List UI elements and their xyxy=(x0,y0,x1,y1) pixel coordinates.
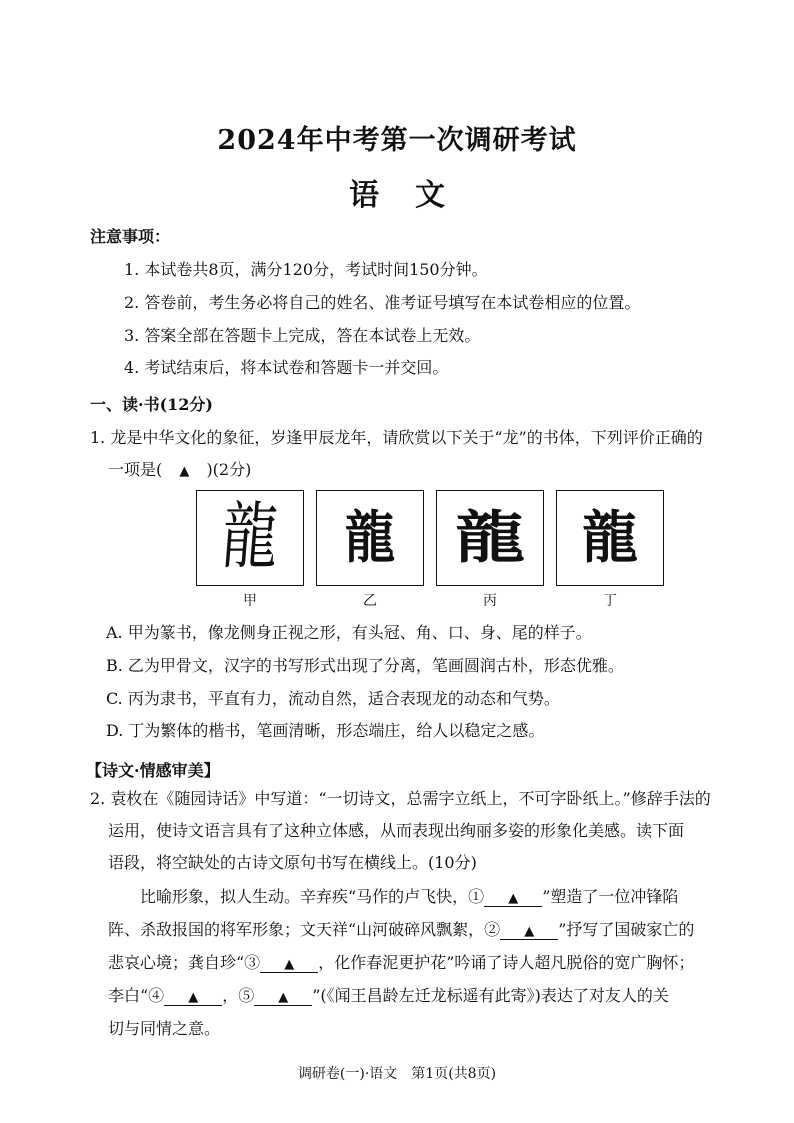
question-2-stem-line2: 运用，使诗文语言具有了这种立体感，从而表现出绚丽多姿的形象化美感。读下面 xyxy=(108,821,685,840)
passage-line xyxy=(108,917,694,940)
notice-heading: 注意事项： xyxy=(90,227,171,246)
passage-text: ，⑤ xyxy=(222,986,255,1005)
fill-blank-2 xyxy=(500,920,558,940)
passage-line xyxy=(108,1016,220,1039)
passage-text: 切与同情之意。 xyxy=(108,1019,221,1038)
fill-blank-1 xyxy=(484,887,542,907)
glyph-label-ding: 丁 xyxy=(603,593,617,609)
passage-text: ”抒写了国破家亡的 xyxy=(558,920,695,939)
passage-text: ”塑造了一位冲锋陷 xyxy=(542,887,679,906)
option-d: D. 丁为繁体的楷书，笔画清晰，形态端庄，给人以稳定之感。 xyxy=(106,721,545,740)
passage-line xyxy=(108,983,669,1006)
question-1-answer-line xyxy=(108,457,251,480)
fill-blank-3 xyxy=(260,953,318,973)
glyph-box-ding xyxy=(556,490,664,586)
fill-blank-5 xyxy=(254,986,312,1006)
passage-text: ，化作春泥更护花”吟诵了诗人超凡脱俗的宽广胸怀； xyxy=(318,953,695,972)
section-heading-poetry: 【诗文·情感审美】 xyxy=(86,761,220,780)
blank-marker: ▲ xyxy=(524,924,535,939)
passage-line xyxy=(108,950,694,973)
option-b: B. 乙为甲骨文，汉字的书写形式出现了分离，笔画圆润古朴，形态优雅。 xyxy=(106,656,624,675)
glyph-label-bing: 丙 xyxy=(483,593,497,609)
section-heading-reading: 一、读·书(12分) xyxy=(90,395,213,414)
dragon-glyph-regular: 龍 xyxy=(582,505,638,571)
passage-line xyxy=(140,884,678,907)
blank-marker: ▲ xyxy=(284,957,295,972)
dragon-glyph-oracle: 龍 xyxy=(344,505,396,571)
notice-item: 3. 答案全部在答题卡上完成，答在本试卷上无效。 xyxy=(124,326,481,345)
blank-marker: ▲ xyxy=(508,891,519,906)
blank-marker: ▲ xyxy=(278,990,289,1005)
glyph-label-yi: 乙 xyxy=(363,593,377,609)
dragon-glyph-clerical: 龍 xyxy=(455,505,525,571)
question-2-stem-line3: 语段，将空缺处的古诗文原句书写在横线上。(10分) xyxy=(108,853,477,872)
passage-text: 阵、杀敌报国的将军形象；文天祥“山河破碎风飘絮，② xyxy=(108,920,501,939)
blank-marker: ▲ xyxy=(188,990,199,1005)
answer-bracket-close: )(2分) xyxy=(206,460,252,479)
passage-text: ”(《闻王昌龄左迁龙标遥有此寄》)表达了对友人的关 xyxy=(312,986,669,1005)
fill-blank-4 xyxy=(164,986,222,1006)
answer-bracket-open: 一项是( xyxy=(108,460,163,479)
page-footer: 调研卷(一)·语文 第1页(共8页) xyxy=(297,1066,497,1082)
question-1-stem: 1. 龙是中华文化的象征，岁逢甲辰龙年，请欣赏以下关于“龙”的书体，下列评价正确的 xyxy=(90,428,703,447)
answer-marker: ▲ xyxy=(179,464,190,479)
passage-text: 悲哀心境；龚自珍“③ xyxy=(108,953,261,972)
dragon-glyph-seal: 龍 xyxy=(218,495,282,580)
passage-text: 李白“④ xyxy=(108,986,165,1005)
notice-item: 4. 考试结束后，将本试卷和答题卡一并交回。 xyxy=(124,358,449,377)
exam-title: 2024年中考第一次调研考试 xyxy=(217,125,577,156)
notice-item: 1. 本试卷共8页，满分120分，考试时间150分钟。 xyxy=(124,260,488,279)
glyph-box-bing xyxy=(436,490,544,586)
subject-title: 语文 xyxy=(349,178,481,213)
option-c: C. 丙为隶书，平直有力，流动自然，适合表现龙的动态和气势。 xyxy=(106,689,560,708)
passage-text: 比喻形象，拟人生动。辛弃疾“马作的卢飞快，① xyxy=(140,887,485,906)
option-a: A. 甲为篆书，像龙侧身正视之形，有头冠、角、口、身、尾的样子。 xyxy=(106,623,592,642)
glyph-box-yi xyxy=(316,490,424,586)
glyph-box-jia xyxy=(196,490,304,586)
question-2-stem-line1: 2. 袁枚在《随园诗话》中写道：“一切诗文，总需字立纸上，不可字卧纸上。”修辞手法的 xyxy=(90,789,711,808)
notice-item: 2. 答卷前，考生务必将自己的姓名、准考证号填写在本试卷相应的位置。 xyxy=(124,293,641,312)
glyph-label-jia: 甲 xyxy=(243,593,257,609)
